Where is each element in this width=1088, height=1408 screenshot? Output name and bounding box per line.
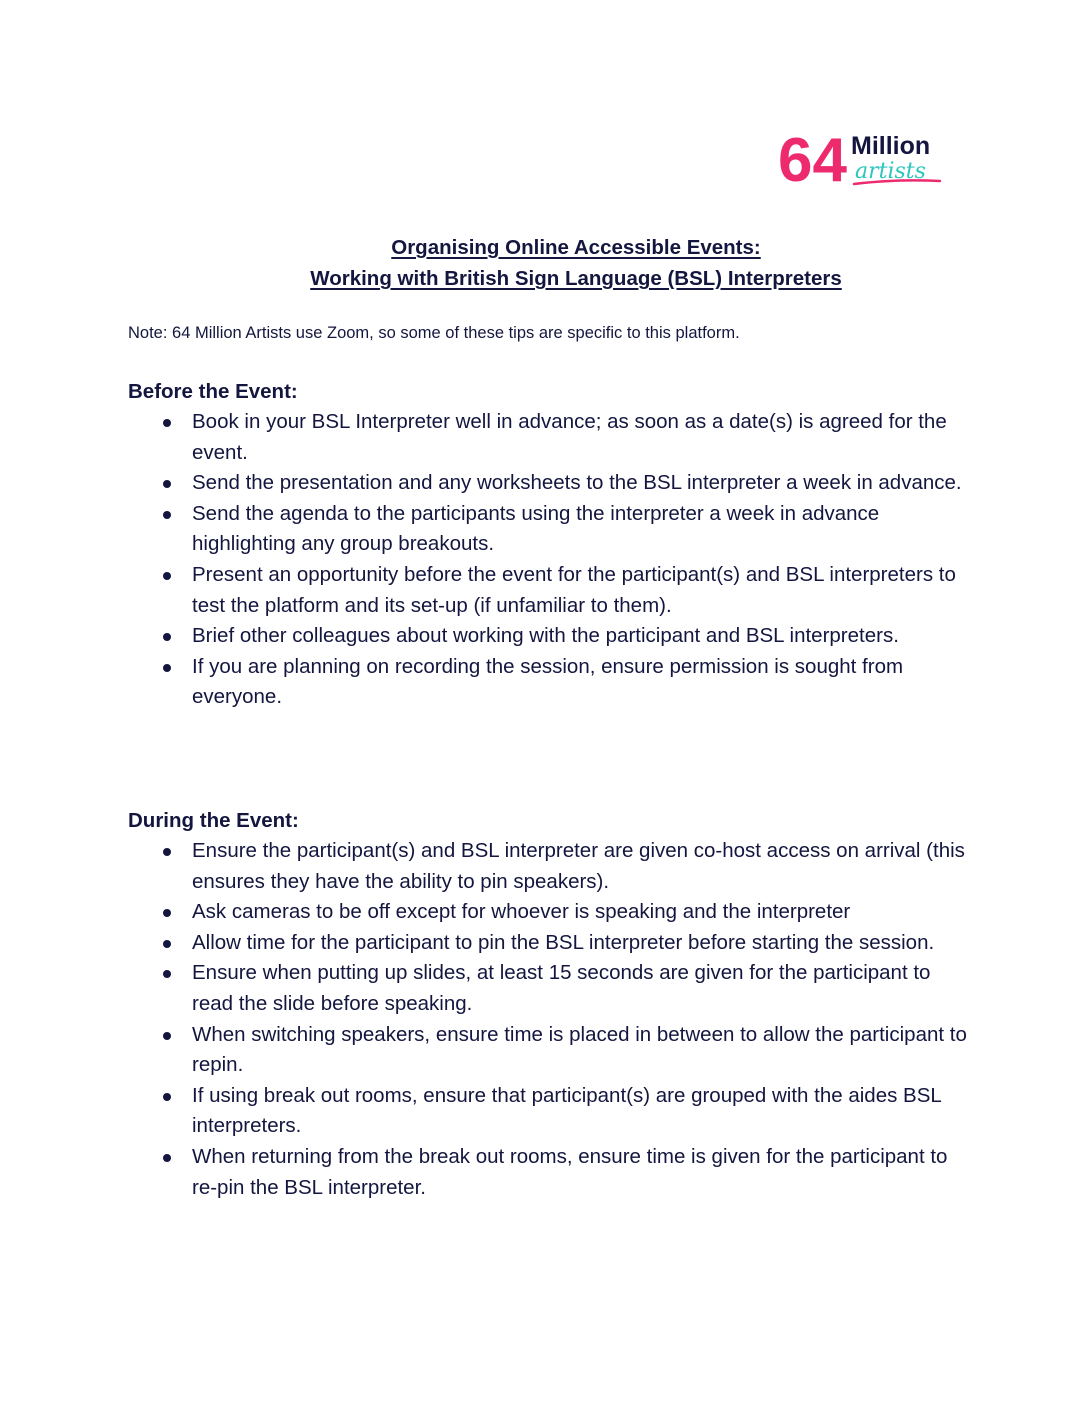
bullet-list — [128, 836, 968, 1203]
list-item-text: Ensure the participant(s) and BSL interpreter are given co-host access on arrival (this ensures they have the ability to pin speakers). — [192, 839, 965, 893]
list-item-text: Ensure when putting up slides, at least 15 seconds are given for the participant to read the slide before speaking. — [192, 961, 931, 1015]
bullet-icon — [163, 1032, 171, 1040]
bullet-icon — [163, 970, 171, 978]
logo-script: artists — [855, 159, 926, 184]
list-item-text: When returning from the break out rooms, ensure time is given for the participant to re-pin the BSL interpreter. — [192, 1144, 948, 1199]
list-item — [128, 1142, 968, 1203]
list-item — [128, 958, 968, 1019]
list-item-text: Send the agenda to the participants using the interpreter a week in advance highlighting any group breakouts. — [192, 501, 880, 556]
list-item — [128, 621, 968, 652]
list-item — [128, 407, 968, 468]
list-item — [128, 560, 968, 621]
title-line-1: Organising Online Accessible Events: — [391, 236, 761, 259]
list-item — [128, 836, 968, 897]
list-item — [128, 897, 968, 928]
list-item — [128, 468, 968, 499]
bullet-icon — [163, 909, 171, 917]
bullet-icon — [163, 1093, 171, 1101]
list-item-text: Book in your BSL Interpreter well in advance; as soon as a date(s) is agreed for the event. — [192, 410, 947, 464]
list-item-text: Ask cameras to be off except for whoever is speaking and the interpreter — [192, 900, 851, 924]
list-item-text: Allow time for the participant to pin the BSL interpreter before starting the session. — [192, 930, 935, 954]
bullet-list — [128, 407, 968, 713]
list-item — [128, 1020, 968, 1081]
logo-number: 64 — [778, 128, 847, 190]
list-item-text: If you are planning on recording the session, ensure permission is sought from everyone. — [192, 654, 904, 709]
list-item-text: Brief other colleagues about working with the participant and BSL interpreters. — [192, 624, 899, 648]
list-item — [128, 1081, 968, 1142]
bullet-icon — [163, 940, 171, 948]
list-item — [128, 652, 968, 713]
bullet-icon — [163, 633, 171, 641]
list-item — [128, 928, 968, 959]
bullet-icon — [163, 664, 171, 672]
section-heading: Before the Event: — [128, 380, 298, 403]
bullet-icon — [163, 572, 171, 580]
bullet-icon — [163, 419, 171, 427]
bullet-icon — [163, 511, 171, 519]
list-item-text: If using break out rooms, ensure that participant(s) are grouped with the aides BSL interpreters. — [192, 1083, 942, 1138]
section-during-event — [128, 806, 968, 1203]
logo-word: Million — [851, 132, 931, 160]
bullet-icon — [163, 1154, 171, 1162]
bullet-icon — [163, 848, 171, 856]
section-heading: During the Event: — [128, 809, 299, 832]
bullet-icon — [163, 480, 171, 488]
title-line-2: Working with British Sign Language (BSL) Interpreters — [310, 267, 842, 290]
list-item-text: Send the presentation and any worksheets to the BSL interpreter a week in advance. — [192, 471, 962, 495]
document-title — [0, 232, 1088, 294]
list-item — [128, 499, 968, 560]
list-item-text: When switching speakers, ensure time is placed in between to allow the participant to repin. — [192, 1022, 967, 1077]
brand-logo — [778, 128, 948, 190]
section-before-event — [128, 377, 968, 713]
list-item-text: Present an opportunity before the event for the participant(s) and BSL interpreters to test the platform and its set-up (if unfamiliar to them). — [192, 562, 956, 617]
platform-note: Note: 64 Million Artists use Zoom, so some of these tips are specific to this platform. — [128, 324, 740, 342]
